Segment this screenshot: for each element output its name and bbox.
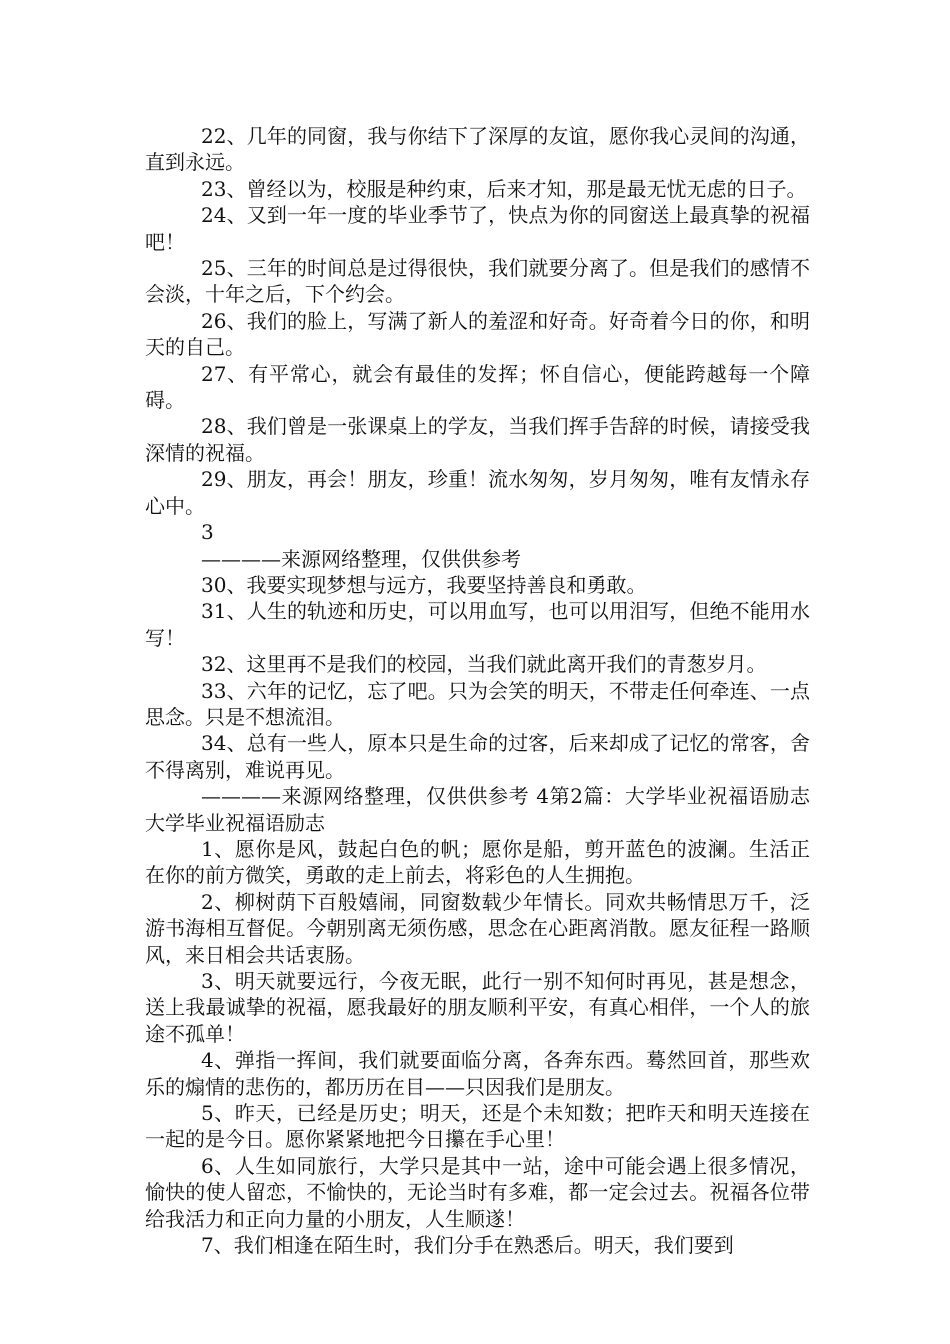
paragraph-27: 27、有平常心，就会有最佳的发挥；怀自信心，便能跨越每一个障碍。	[145, 361, 810, 413]
source-note: ————来源网络整理，仅供供参考	[201, 546, 521, 571]
paragraph-2: 2、柳树荫下百般嬉闹，同窗数载少年情长。同欢共畅情思万千，泛游书海相互督促。今朝别离无须伤感，思念在心距离消散。愿友征程一路顺风，来日相会共话衷肠。	[145, 889, 810, 967]
paragraph-25: 25、三年的时间总是过得很快，我们就要分离了。但是我们的感情不会淡，十年之后，下个约会。	[145, 256, 810, 307]
paragraph-30: 30、我要实现梦想与远方，我要坚持善良和勇敢。	[201, 572, 647, 597]
paragraph-23: 23、曾经以为，校服是种约束，后来才知，那是最无忧无虑的日子。	[201, 176, 807, 201]
paragraph-34: 34、总有一些人，原本只是生命的过客，后来却成了记忆的常客，舍不得离别，难说再见。	[145, 731, 810, 782]
paragraph-28: 28、我们曾是一张课桌上的学友，当我们挥手告辞的时候，请接受我深情的祝福。	[145, 414, 810, 465]
paragraph-26: 26、我们的脸上，写满了新人的羞涩和好奇。好奇着今日的你，和明天的自己。	[145, 308, 810, 360]
paragraph-33: 33、六年的记忆，忘了吧。只为会笑的明天，不带走任何牵连、一点思念。只是不想流泪。	[145, 678, 810, 729]
paragraph-22: 22、几年的同窗，我与你结下了深厚的友谊，愿你我心灵间的沟通，直到永远。	[145, 124, 810, 175]
paragraph-4: 4、弹指一挥间，我们就要面临分离，各奔东西。蓦然回首，那些欢乐的煽情的悲伤的，都历历在目——只因我们是朋友。	[145, 1048, 810, 1099]
paragraph-5: 5、昨天，已经是历史；明天，还是个未知数；把昨天和明天连接在一起的是今日。愿你紧紧地把今日攥在手心里！	[145, 1101, 810, 1152]
paragraph-24: 24、又到一年一度的毕业季节了，快点为你的同窗送上最真挚的祝福吧！	[145, 203, 810, 254]
paragraph-3: 3、明天就要远行，今夜无眠，此行一别不知何时再见，甚是想念，送上我最诚挚的祝福，愿我最好的朋友顺利平安，有真心相伴，一个人的旅途不孤单！	[145, 969, 810, 1046]
paragraph-29: 29、朋友，再会！朋友，珍重！流水匆匆，岁月匆匆，唯有友情永存心中。	[145, 467, 810, 518]
paragraph-7: 7、我们相逢在陌生时，我们分手在熟悉后。明天，我们要到	[201, 1233, 734, 1258]
paragraph-1: 1、愿你是风，鼓起白色的帆；愿你是船，剪开蓝色的波澜。生活正在你的前方微笑，勇敢的走上前去，将彩色的人生拥抱。	[145, 836, 810, 888]
document-page	[145, 123, 810, 1258]
paragraph-6: 6、人生如同旅行，大学只是其中一站，途中可能会遇上很多情况，愉快的使人留恋，不愉快的，无论当时有多难，都一定会过去。祝福各位带给我活力和正向力量的小朋友，人生顺遂！	[145, 1153, 810, 1231]
page-number: 3	[201, 520, 214, 545]
paragraph-32: 32、这里再不是我们的校园，当我们就此离开我们的青葱岁月。	[201, 652, 767, 677]
source-note-section-heading: ————来源网络整理，仅供供参考 4第2篇：大学毕业祝福语励志大学毕业祝福语励志	[145, 784, 810, 835]
paragraph-31: 31、人生的轨迹和历史，可以用血写，也可以用泪写，但绝不能用水写！	[145, 599, 810, 650]
